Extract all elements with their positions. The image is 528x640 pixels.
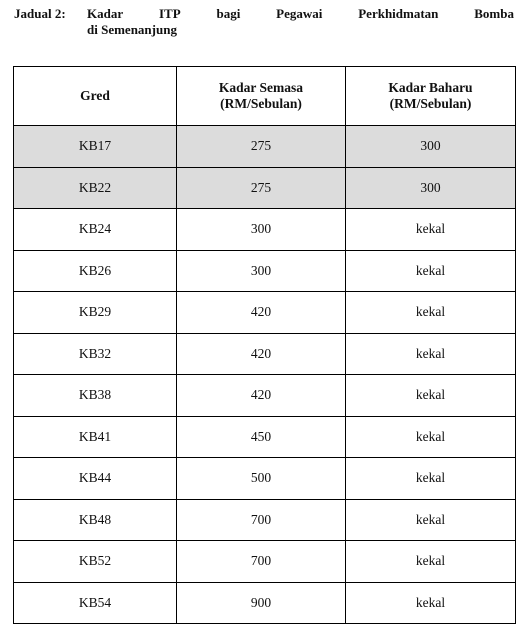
cell-kadar-semasa: 500 [177,458,346,500]
cell-gred: KB32 [14,333,177,375]
header-kadar-semasa-title: Kadar Semasa [218,80,304,95]
cell-kadar-baharu: 300 [346,126,516,168]
cell-kadar-baharu: kekal [346,499,516,541]
table-row [14,499,516,541]
header-kadar-baharu-title: Kadar Baharu [388,80,473,95]
caption-word: Kadar [87,6,124,21]
table-row [14,126,516,168]
cell-gred: KB41 [14,416,177,458]
table-row [14,458,516,500]
table-row [14,416,516,458]
cell-kadar-semasa: 275 [177,126,346,168]
cell-kadar-semasa: 450 [177,416,346,458]
cell-kadar-semasa: 700 [177,541,346,583]
table-row [14,333,516,375]
header-kadar-baharu-unit: (RM/Sebulan) [389,96,472,111]
table-row [14,582,516,624]
table-row [14,250,516,292]
cell-kadar-semasa: 700 [177,499,346,541]
caption-line-2: di Semenanjung [87,22,177,37]
cell-gred: KB26 [14,250,177,292]
cell-gred: KB38 [14,375,177,417]
cell-kadar-baharu: kekal [346,375,516,417]
cell-kadar-baharu: kekal [346,416,516,458]
cell-kadar-baharu: kekal [346,582,516,624]
header-kadar-semasa-unit: (RM/Sebulan) [220,96,302,111]
cell-gred: KB44 [14,458,177,500]
cell-kadar-baharu: kekal [346,209,516,251]
table-row [14,292,516,334]
header-gred: Gred [14,67,177,126]
caption-title-words [87,6,514,22]
header-row [14,67,516,126]
cell-gred: KB52 [14,541,177,583]
cell-kadar-baharu: 300 [346,167,516,209]
cell-gred: KB29 [14,292,177,334]
cell-kadar-semasa: 300 [177,209,346,251]
caption-word: Bomba [474,6,514,21]
cell-gred: KB17 [14,126,177,168]
table-row [14,541,516,583]
cell-gred: KB22 [14,167,177,209]
itp-rates-table [13,66,516,624]
table-row [14,167,516,209]
cell-gred: KB48 [14,499,177,541]
cell-kadar-semasa: 900 [177,582,346,624]
table-row [14,375,516,417]
cell-kadar-semasa: 275 [177,167,346,209]
cell-kadar-baharu: kekal [346,458,516,500]
caption-word: bagi [216,6,241,21]
cell-kadar-semasa: 300 [177,250,346,292]
cell-gred: KB24 [14,209,177,251]
cell-kadar-semasa: 420 [177,333,346,375]
caption-word: Perkhidmatan [358,6,439,21]
caption-line-1 [14,6,514,22]
caption-word: Pegawai [276,6,323,21]
cell-kadar-semasa: 420 [177,375,346,417]
table-caption [14,6,514,38]
cell-kadar-baharu: kekal [346,541,516,583]
caption-label: Jadual 2: [14,6,66,21]
cell-gred: KB54 [14,582,177,624]
cell-kadar-baharu: kekal [346,333,516,375]
header-kadar-baharu [346,67,516,126]
cell-kadar-baharu: kekal [346,292,516,334]
cell-kadar-semasa: 420 [177,292,346,334]
table-row [14,209,516,251]
caption-word: ITP [158,6,181,21]
cell-kadar-baharu: kekal [346,250,516,292]
header-kadar-semasa [177,67,346,126]
